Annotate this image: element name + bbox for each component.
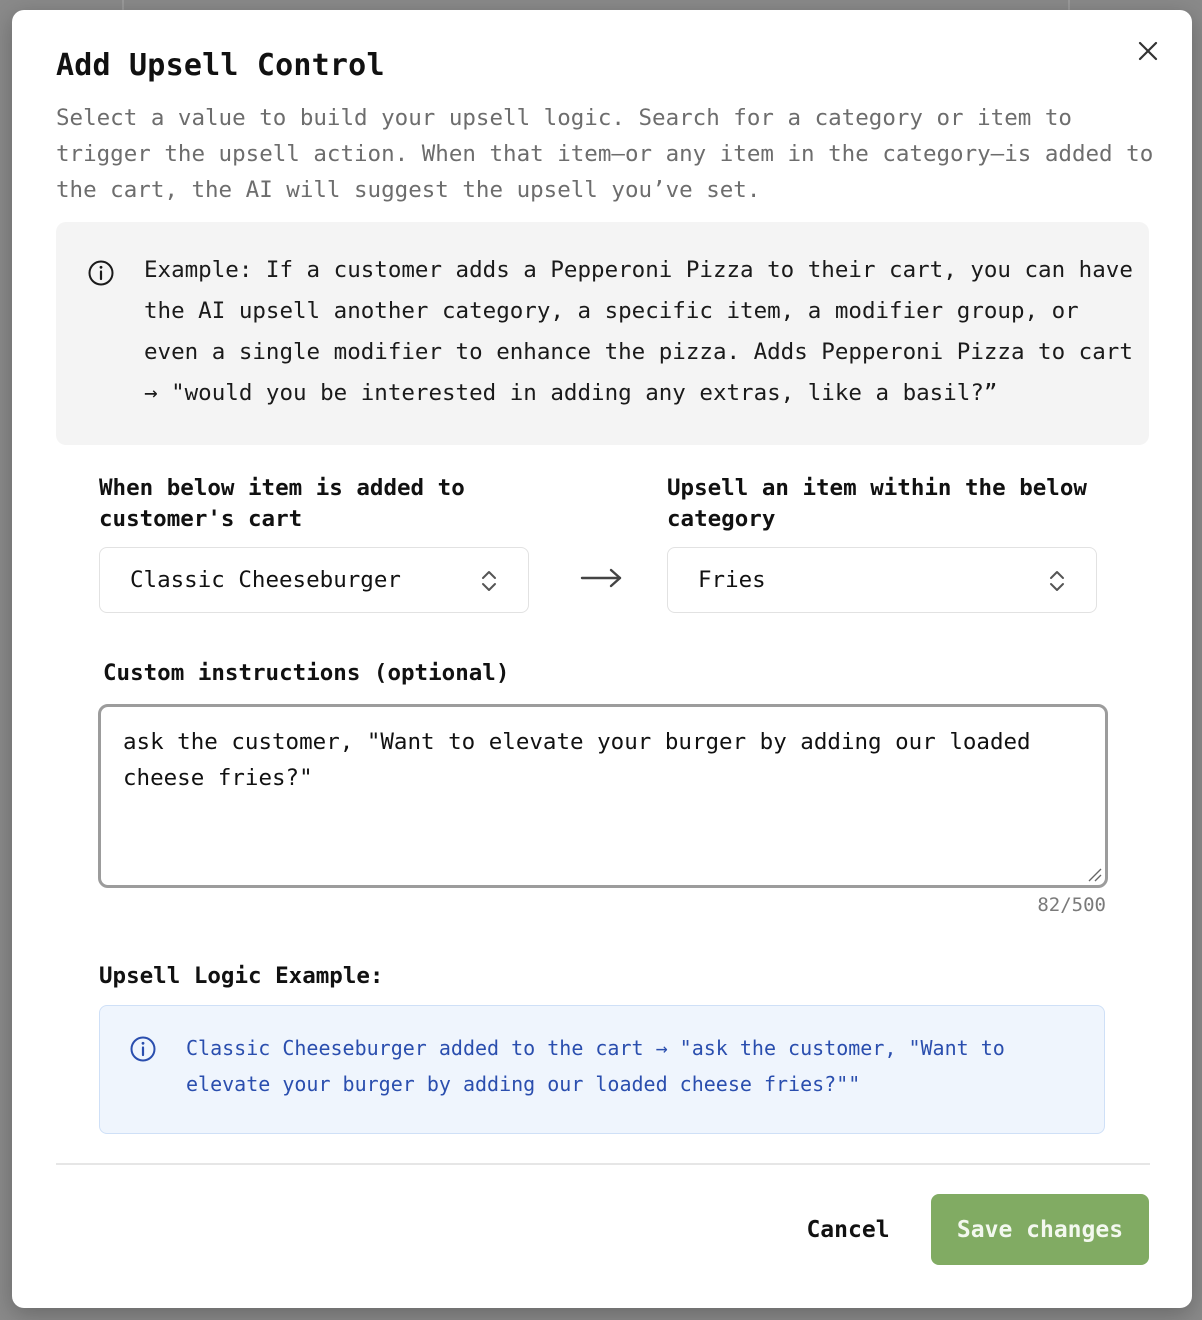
info-circle-icon [86, 258, 116, 288]
target-category-label: Upsell an item within the below category [667, 475, 1087, 532]
trigger-item-label: When below item is added to customer's cart [99, 475, 465, 532]
footer-divider [56, 1163, 1150, 1165]
example-callout [56, 222, 1149, 445]
background-divider [1068, 0, 1070, 10]
custom-instructions-input[interactable] [101, 707, 1105, 885]
upsell-logic-example-label: Upsell Logic Example: [99, 963, 384, 989]
example-text: Example: If a customer adds a Pepperoni Pizza to their cart, you can have the AI upsell another category, a specific item, a modifier group, or even a single modifier to enhance the pizza. Adds Pepperoni Pizza to cart → "would you be interested in adding any extras, like a basil?” [144, 257, 1133, 406]
save-changes-button[interactable]: Save changes [931, 1194, 1149, 1265]
background-divider [122, 0, 124, 10]
add-upsell-control-dialog [12, 10, 1192, 1308]
chevron-up-down-icon [1048, 568, 1066, 594]
cancel-button[interactable]: Cancel [790, 1195, 906, 1265]
resize-handle-icon[interactable] [1086, 866, 1102, 882]
custom-instructions-field[interactable] [98, 704, 1108, 888]
chevron-up-down-icon [480, 568, 498, 594]
character-counter: 82/500 [1037, 894, 1106, 916]
upsell-logic-example-text: Classic Cheeseburger added to the cart → "ask the customer, "Want to elevate your burger by adding our loaded cheese fries?"" [186, 1036, 1005, 1096]
trigger-item-select[interactable] [99, 547, 529, 613]
trigger-item-value: Classic Cheeseburger [130, 567, 401, 593]
close-icon [1138, 41, 1158, 61]
upsell-logic-example-callout [99, 1005, 1105, 1134]
dialog-title: Add Upsell Control [56, 48, 385, 83]
target-category-select[interactable] [667, 547, 1097, 613]
custom-instructions-label: Custom instructions (optional) [103, 660, 510, 686]
dialog-description: Select a value to build your upsell logic. Search for a category or item to trigger the upsell action. When that item—or any item in the category—is added to the cart, the AI will suggest the upsell you’ve set. [56, 105, 1154, 203]
close-button[interactable] [1133, 36, 1163, 66]
arrow-right-icon [580, 566, 624, 590]
target-category-value: Fries [698, 567, 766, 593]
info-circle-icon [128, 1034, 158, 1064]
